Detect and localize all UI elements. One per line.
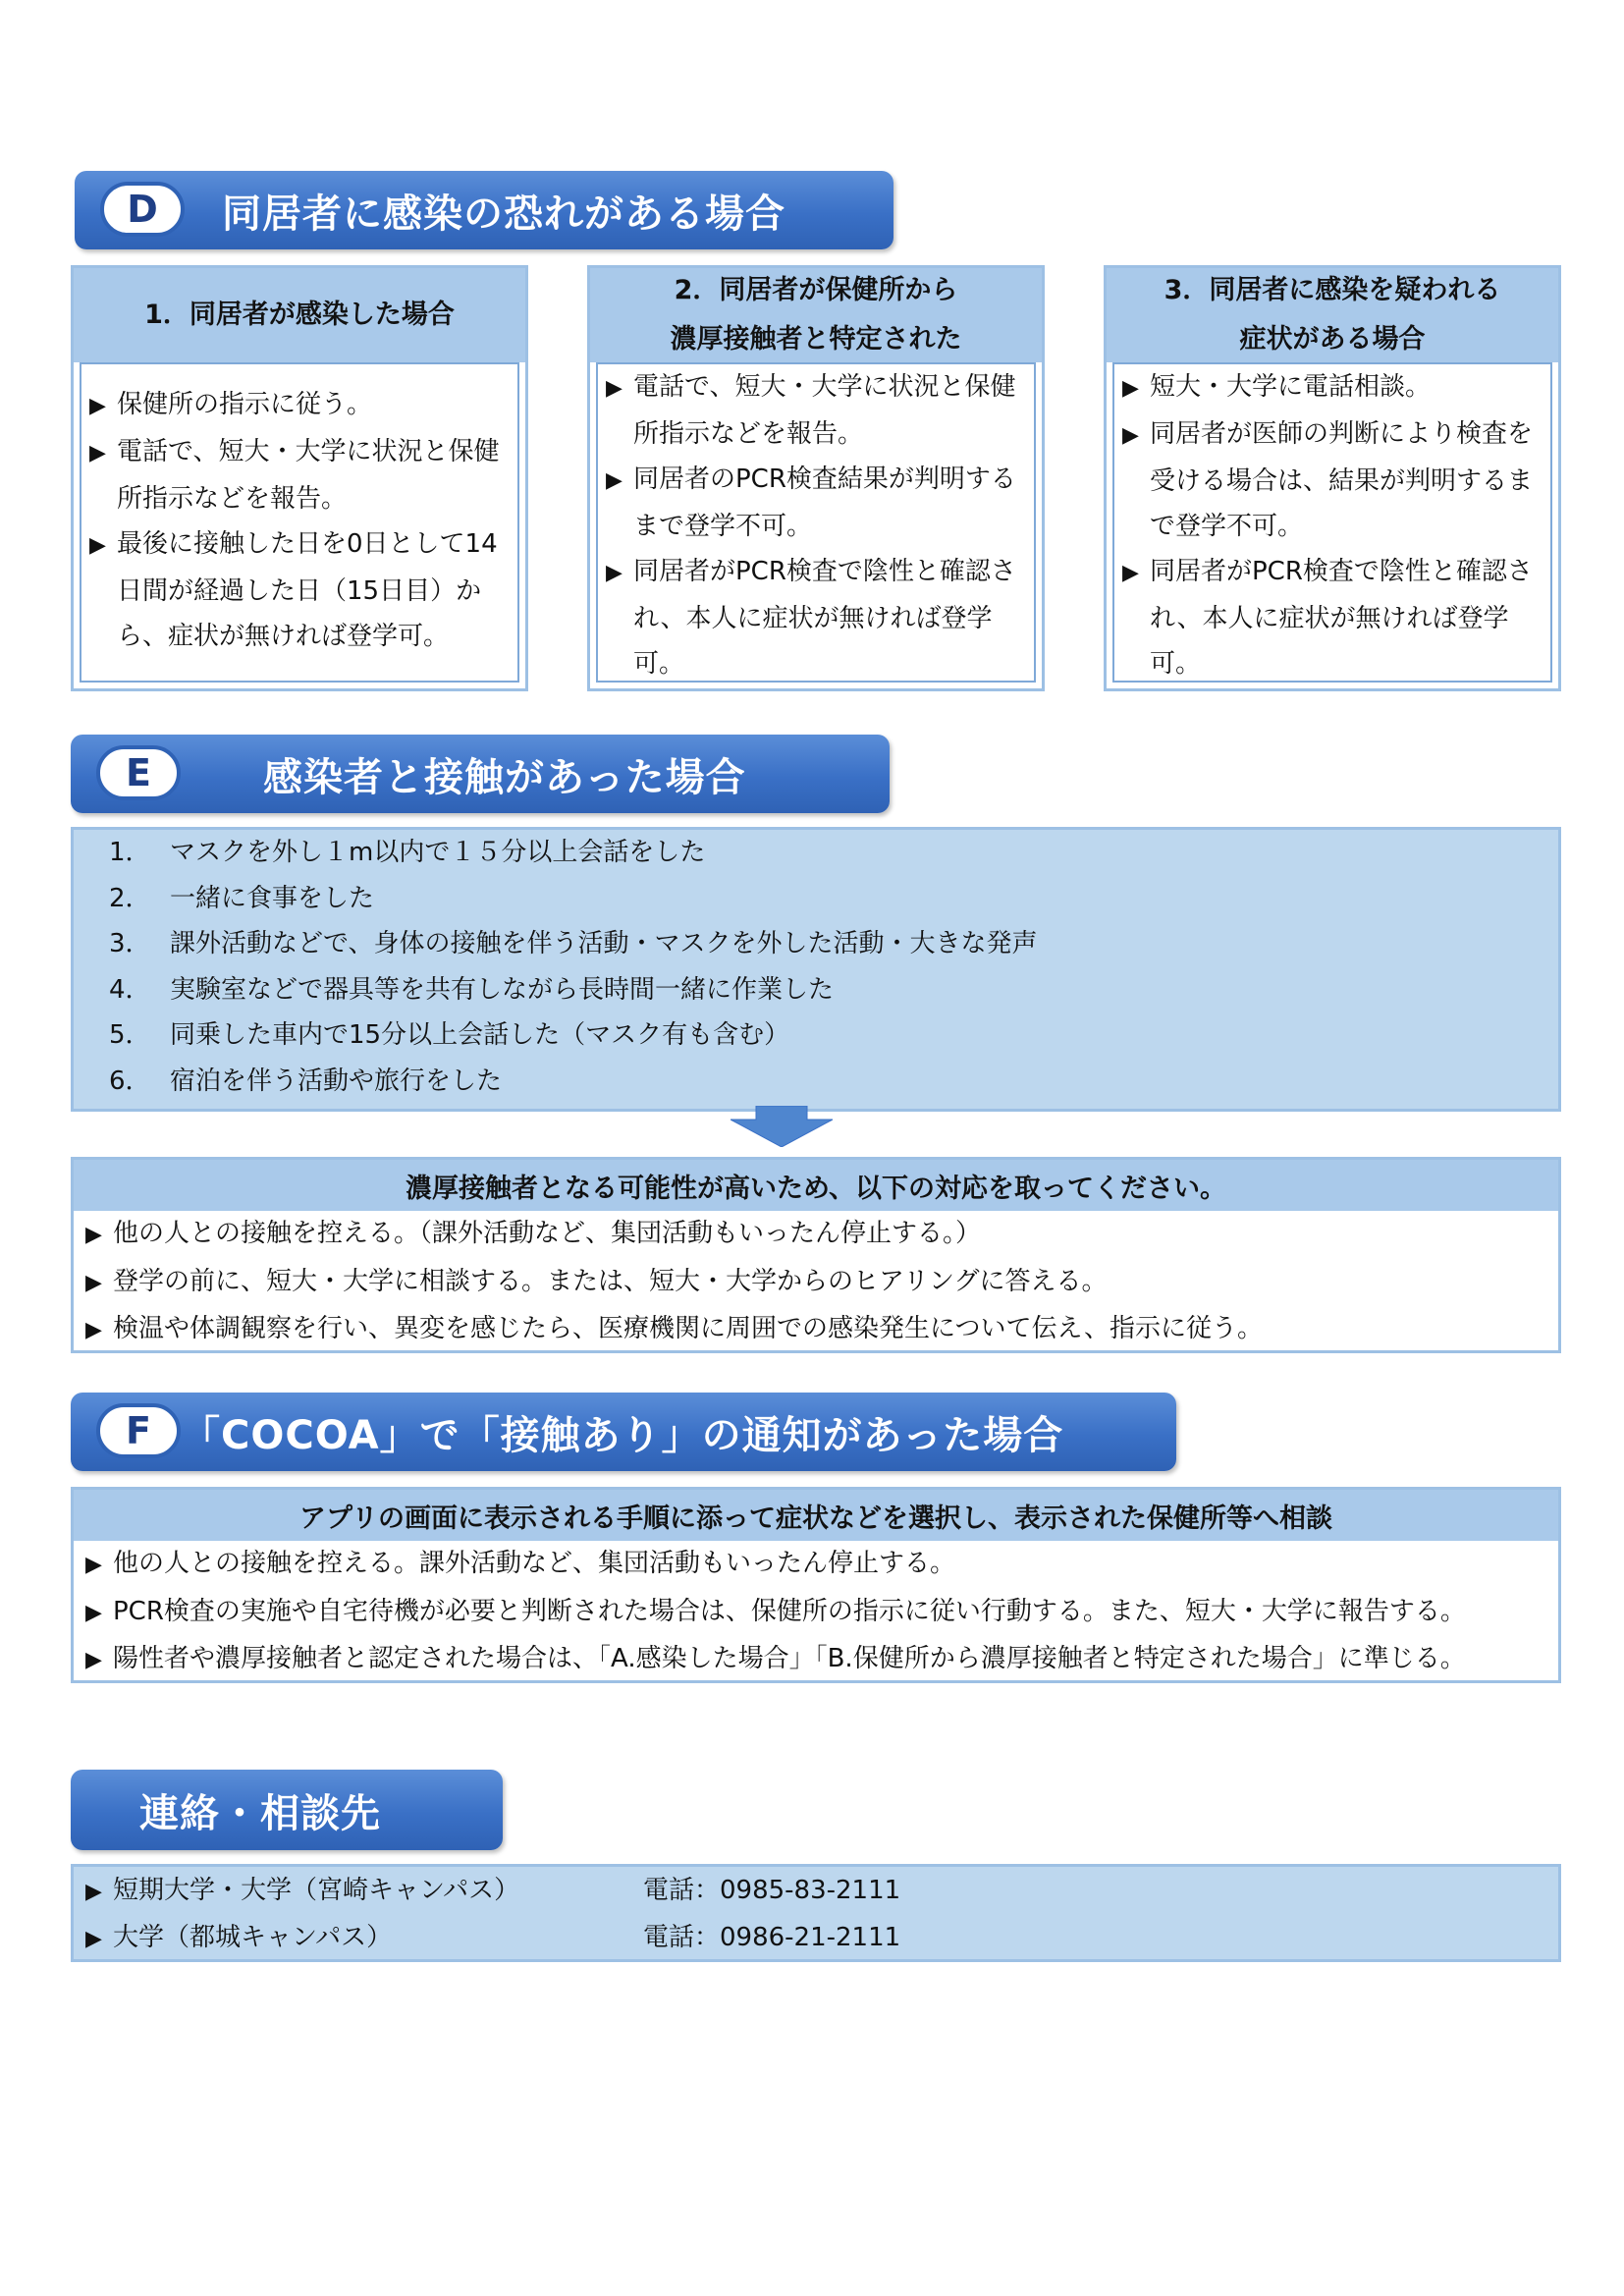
list-item: ▶ 保健所の指示に従う。 bbox=[89, 382, 512, 429]
list-item: ▶ 電話で、短大・大学に状況と保健所指示などを報告。 bbox=[606, 364, 1028, 457]
case-heading-line: 3．同居者に感染を疑われる bbox=[1164, 275, 1501, 305]
contact-name: ▶ 大学（都城キャンパス） bbox=[85, 1914, 392, 1963]
case-heading-line: 1．同居者が感染した場合 bbox=[144, 300, 455, 330]
response-box-f bbox=[71, 1487, 1561, 1683]
contact-row bbox=[85, 1867, 1539, 1914]
case-heading-line: 2．同居者が保健所から bbox=[674, 275, 958, 305]
response-item: ▶ 登学の前に、短大・大学に相談する。または、短大・大学からのヒアリングに答える。 bbox=[85, 1259, 1558, 1307]
response-item: ▶ 陽性者や濃厚接触者と認定された場合は、「A.感染した場合」「B.保健所から濃厚接触者と特定された場合」に準じる。 bbox=[85, 1636, 1558, 1684]
case-heading-line: 濃厚接触者と特定された bbox=[670, 324, 962, 355]
response-item: ▶ 他の人との接触を控える。（課外活動など、集団活動もいったん停止する。） bbox=[85, 1211, 1558, 1259]
section-e-title: 感染者と接触があった場合 bbox=[263, 754, 746, 800]
triangle-bullet-icon: ▶ bbox=[85, 1648, 102, 1672]
case-column-body bbox=[596, 362, 1036, 683]
triangle-bullet-icon: ▶ bbox=[85, 1223, 102, 1247]
triangle-bullet-icon: ▶ bbox=[85, 1600, 102, 1625]
case-column-2 bbox=[587, 265, 1045, 691]
triangle-bullet-icon: ▶ bbox=[606, 468, 623, 493]
list-item: ▶ 最後に接触した日を0日として14日間が経過した日（15日目）から、症状が無ければ登学可。 bbox=[89, 521, 512, 659]
response-box-e bbox=[71, 1157, 1561, 1353]
contact-phone: 電話：0986-21-2111 bbox=[643, 1923, 901, 1952]
response-item: ▶ 他の人との接触を控える。課外活動など、集団活動もいったん停止する。 bbox=[85, 1541, 1558, 1589]
triangle-bullet-icon: ▶ bbox=[1122, 376, 1139, 401]
triangle-bullet-icon: ▶ bbox=[85, 1318, 102, 1342]
triangle-bullet-icon: ▶ bbox=[1122, 423, 1139, 448]
triangle-bullet-icon: ▶ bbox=[85, 1270, 102, 1295]
list-item: ▶ 同居者が医師の判断により検査を受ける場合は、結果が判明するまで登学不可。 bbox=[1122, 411, 1544, 549]
triangle-bullet-icon: ▶ bbox=[606, 376, 623, 401]
case-column-body bbox=[1112, 362, 1552, 683]
contact-phone: 電話：0985-83-2111 bbox=[643, 1876, 901, 1905]
case-column-heading bbox=[1107, 268, 1558, 362]
down-arrow-icon bbox=[731, 1106, 833, 1147]
triangle-bullet-icon: ▶ bbox=[85, 1927, 102, 1951]
contact-name: ▶ 短期大学・大学（宮崎キャンパス） bbox=[85, 1867, 519, 1916]
triangle-bullet-icon: ▶ bbox=[606, 561, 623, 585]
triangle-bullet-icon: ▶ bbox=[89, 441, 106, 465]
triangle-bullet-icon: ▶ bbox=[85, 1880, 102, 1904]
section-d-title: 同居者に感染の恐れがある場合 bbox=[222, 191, 785, 237]
condition-item: 4． 実験室などで器具等を共有しながら長時間一緒に作業した bbox=[109, 974, 835, 1005]
condition-item: 1． マスクを外し１m以内で１５分以上会話をした bbox=[109, 838, 706, 867]
section-d-badge: D bbox=[100, 182, 185, 237]
response-heading: 濃厚接触者となる可能性が高いため、以下の対応を取ってください。 bbox=[74, 1160, 1558, 1211]
list-item: ▶ 同居者のPCR検査結果が判明するまで登学不可。 bbox=[606, 457, 1028, 549]
contact-conditions-box bbox=[71, 827, 1561, 1112]
condition-item: 6． 宿泊を伴う活動や旅行をした bbox=[109, 1066, 503, 1096]
condition-item: 5． 同乗した車内で15分以上会話した（マスク有も含む） bbox=[109, 1020, 790, 1050]
section-f-banner bbox=[71, 1393, 1176, 1471]
case-column-3 bbox=[1104, 265, 1561, 691]
contact-title: 連絡・相談先 bbox=[139, 1790, 381, 1836]
contact-row bbox=[85, 1914, 1539, 1961]
case-column-1 bbox=[71, 265, 528, 691]
case-heading-line: 症状がある場合 bbox=[1239, 324, 1426, 355]
case-column-heading bbox=[74, 268, 525, 362]
condition-item: 3． 課外活動などで、身体の接触を伴う活動・マスクを外した活動・大きな発声 bbox=[109, 929, 1038, 958]
section-f-title: 「COCOA」で「接触あり」の通知があった場合 bbox=[181, 1412, 1064, 1458]
case-column-body bbox=[80, 362, 519, 683]
contact-banner bbox=[71, 1770, 503, 1850]
list-item: ▶ 同居者がPCR検査で陰性と確認され、本人に症状が無ければ登学可。 bbox=[606, 549, 1028, 686]
list-item: ▶ 短大・大学に電話相談。 bbox=[1122, 364, 1544, 411]
response-heading: アプリの画面に表示される手順に添って症状などを選択し、表示された保健所等へ相談 bbox=[74, 1490, 1558, 1541]
section-f-badge: F bbox=[96, 1403, 181, 1458]
triangle-bullet-icon: ▶ bbox=[89, 533, 106, 558]
triangle-bullet-icon: ▶ bbox=[89, 394, 106, 418]
condition-item: 2． 一緒に食事をした bbox=[109, 883, 375, 913]
response-item: ▶ 検温や体調観察を行い、異変を感じたら、医療機関に周囲での感染発生について伝え、指示に従う。 bbox=[85, 1306, 1558, 1354]
list-item: ▶ 電話で、短大・大学に状況と保健所指示などを報告。 bbox=[89, 429, 512, 521]
contact-box bbox=[71, 1864, 1561, 1962]
section-e-badge: E bbox=[96, 745, 181, 800]
response-item: ▶ PCR検査の実施や自宅待機が必要と判断された場合は、保健所の指示に従い行動する。また、短大・大学に報告する。 bbox=[85, 1589, 1558, 1637]
triangle-bullet-icon: ▶ bbox=[1122, 561, 1139, 585]
section-d-banner bbox=[75, 171, 893, 249]
section-e-banner bbox=[71, 735, 890, 813]
case-column-heading bbox=[590, 268, 1042, 362]
triangle-bullet-icon: ▶ bbox=[85, 1553, 102, 1577]
list-item: ▶ 同居者がPCR検査で陰性と確認され、本人に症状が無ければ登学可。 bbox=[1122, 549, 1544, 686]
